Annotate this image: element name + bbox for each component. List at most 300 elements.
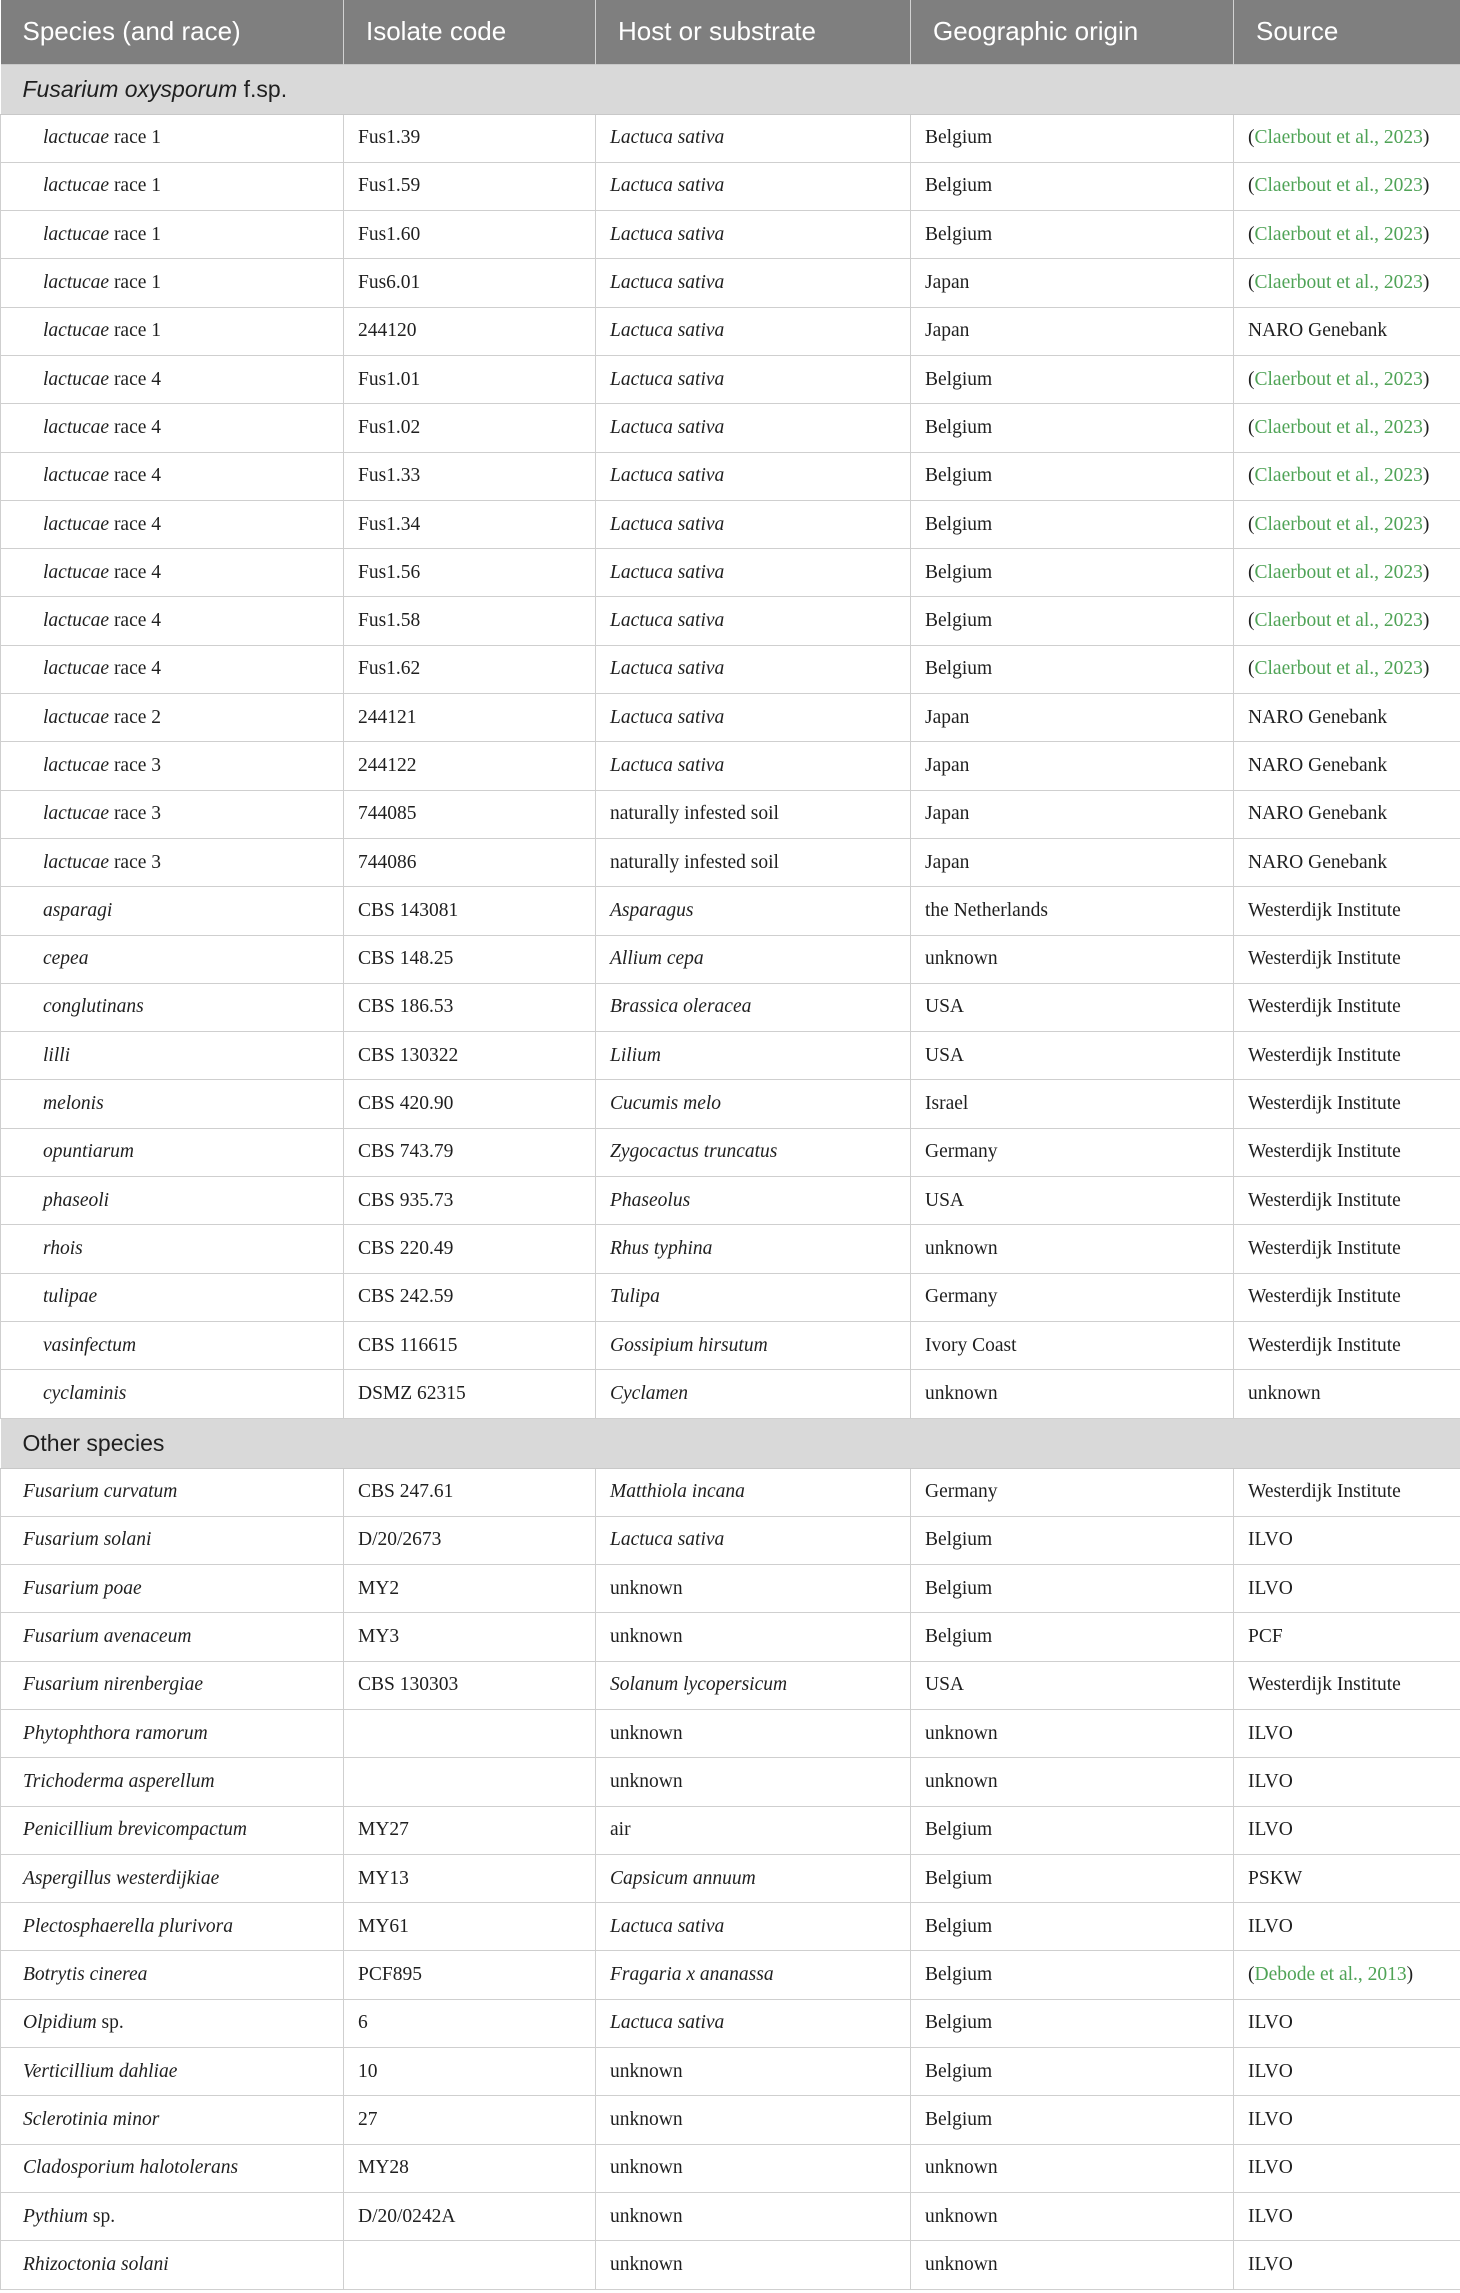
cell-origin: Japan (911, 838, 1234, 886)
cell-species (1, 790, 344, 838)
cell-host: unknown (596, 1758, 911, 1806)
cell-isolate-code: 10 (344, 2048, 596, 2096)
cell-origin: Belgium (911, 1854, 1234, 1902)
species-name: rhois (43, 1237, 83, 1259)
cell-origin: Belgium (911, 114, 1234, 162)
cell-isolate-code: Fus1.62 (344, 645, 596, 693)
table-row (1, 838, 1460, 886)
species-name: vasinfectum (43, 1334, 137, 1356)
cell-host: unknown (596, 2048, 911, 2096)
table-row (1, 500, 1460, 548)
cell-source: PSKW (1234, 1854, 1460, 1902)
cell-species (1, 211, 344, 259)
cell-origin: Israel (911, 1080, 1234, 1128)
cell-host: Lactuca sativa (596, 597, 911, 645)
species-name: Rhizoctonia solani (23, 2253, 169, 2275)
cell-isolate-code: 244120 (344, 307, 596, 355)
cell-source: PCF (1234, 1613, 1460, 1661)
citation-link[interactable]: Claerbout et al., 2023 (1254, 272, 1423, 294)
cell-source: ILVO (1234, 1516, 1460, 1564)
cell-isolate-code: CBS 130303 (344, 1661, 596, 1709)
cell-isolate-code: CBS 143081 (344, 887, 596, 935)
cell-origin: Belgium (911, 452, 1234, 500)
cell-origin: Belgium (911, 1613, 1234, 1661)
cell-origin: the Netherlands (911, 887, 1234, 935)
cell-host: air (596, 1806, 911, 1854)
cell-origin: unknown (911, 2144, 1234, 2192)
species-name: Fusarium solani (23, 1529, 152, 1551)
cell-source: ILVO (1234, 2096, 1460, 2144)
cell-source: (Claerbout et al., 2023) (1234, 645, 1460, 693)
cell-origin: unknown (911, 2241, 1234, 2289)
cell-species (1, 838, 344, 886)
cell-origin: Belgium (911, 2096, 1234, 2144)
species-qualifier: race 3 (109, 851, 162, 873)
table-row (1, 1273, 1460, 1321)
cell-isolate-code: CBS 116615 (344, 1321, 596, 1369)
header-species: Species (and race) (1, 0, 344, 64)
cell-source: (Claerbout et al., 2023) (1234, 259, 1460, 307)
table-row (1, 452, 1460, 500)
cell-host: Brassica oleracea (596, 983, 911, 1031)
cell-isolate-code: 244122 (344, 742, 596, 790)
cell-source: NARO Genebank (1234, 838, 1460, 886)
cell-host: Lactuca sativa (596, 211, 911, 259)
cell-origin: Belgium (911, 211, 1234, 259)
cell-source: ILVO (1234, 1710, 1460, 1758)
cell-species (1, 1177, 344, 1225)
table-row (1, 1854, 1460, 1902)
cell-isolate-code: 6 (344, 1999, 596, 2047)
cell-origin: unknown (911, 2192, 1234, 2240)
cell-isolate-code: Fus1.34 (344, 500, 596, 548)
cell-source: Westerdijk Institute (1234, 1321, 1460, 1369)
cell-host: Lactuca sativa (596, 259, 911, 307)
cell-origin: Belgium (911, 500, 1234, 548)
species-name: lactucae (43, 610, 110, 632)
cell-source: Westerdijk Institute (1234, 1273, 1460, 1321)
header-source: Source (1234, 0, 1460, 64)
cell-source: Westerdijk Institute (1234, 1128, 1460, 1176)
citation-link[interactable]: Claerbout et al., 2023 (1254, 465, 1423, 487)
species-name: Verticillium dahliae (23, 2060, 178, 2082)
table-row (1, 694, 1460, 742)
cell-source: (Claerbout et al., 2023) (1234, 404, 1460, 452)
cell-host: Fragaria x ananassa (596, 1951, 911, 1999)
cell-host: Asparagus (596, 887, 911, 935)
cell-isolate-code: Fus1.56 (344, 549, 596, 597)
cell-host: unknown (596, 1565, 911, 1613)
cell-origin: Germany (911, 1468, 1234, 1516)
cell-source: Westerdijk Institute (1234, 1080, 1460, 1128)
species-name: lactucae (43, 320, 110, 342)
species-name: lactucae (43, 465, 110, 487)
cell-host: Lactuca sativa (596, 162, 911, 210)
cell-source: (Claerbout et al., 2023) (1234, 211, 1460, 259)
cell-isolate-code: CBS 247.61 (344, 1468, 596, 1516)
cell-species (1, 1225, 344, 1273)
cell-species (1, 1999, 344, 2047)
species-name: Fusarium curvatum (23, 1481, 178, 1503)
group-label (1, 1418, 1460, 1468)
cell-isolate-code: CBS 220.49 (344, 1225, 596, 1273)
cell-origin: Belgium (911, 549, 1234, 597)
cell-host: unknown (596, 2192, 911, 2240)
table-row (1, 1661, 1460, 1709)
species-qualifier: race 1 (109, 175, 162, 197)
cell-species (1, 1661, 344, 1709)
table-row (1, 1758, 1460, 1806)
cell-host: Lactuca sativa (596, 1999, 911, 2047)
table-row (1, 983, 1460, 1031)
cell-species (1, 742, 344, 790)
species-name: lactucae (43, 561, 110, 583)
citation-link[interactable]: Claerbout et al., 2023 (1254, 175, 1423, 197)
cell-species (1, 2096, 344, 2144)
species-name: cepea (43, 948, 89, 970)
cell-species (1, 2048, 344, 2096)
cell-host: naturally infested soil (596, 790, 911, 838)
cell-species (1, 1565, 344, 1613)
species-name: Plectosphaerella plurivora (23, 1915, 233, 1937)
cell-isolate-code: CBS 186.53 (344, 983, 596, 1031)
table-row (1, 2192, 1460, 2240)
table-body (1, 64, 1460, 2289)
cell-origin: Belgium (911, 645, 1234, 693)
cell-origin: USA (911, 1032, 1234, 1080)
cell-species (1, 983, 344, 1031)
cell-source: (Claerbout et al., 2023) (1234, 162, 1460, 210)
table-row (1, 645, 1460, 693)
cell-species (1, 1613, 344, 1661)
table-row (1, 1516, 1460, 1564)
table-row (1, 1903, 1460, 1951)
table-row (1, 790, 1460, 838)
cell-host: Phaseolus (596, 1177, 911, 1225)
cell-origin: Belgium (911, 1951, 1234, 1999)
table-row (1, 355, 1460, 403)
group-header-row (1, 64, 1460, 114)
cell-isolate-code: Fus6.01 (344, 259, 596, 307)
cell-species (1, 404, 344, 452)
cell-source: ILVO (1234, 2048, 1460, 2096)
cell-isolate-code: PCF895 (344, 1951, 596, 1999)
cell-source: ILVO (1234, 2241, 1460, 2289)
species-name: Trichoderma asperellum (23, 1770, 215, 1792)
species-name: lactucae (43, 272, 110, 294)
cell-species (1, 1321, 344, 1369)
cell-origin: USA (911, 1177, 1234, 1225)
species-qualifier: sp. (96, 2012, 124, 2034)
species-qualifier: race 4 (109, 416, 162, 438)
cell-host: Lactuca sativa (596, 549, 911, 597)
citation-link[interactable]: Claerbout et al., 2023 (1254, 658, 1423, 680)
table-row (1, 114, 1460, 162)
cell-host: Gossipium hirsutum (596, 1321, 911, 1369)
cell-host: unknown (596, 1613, 911, 1661)
cell-species (1, 694, 344, 742)
cell-species (1, 597, 344, 645)
cell-source: Westerdijk Institute (1234, 887, 1460, 935)
cell-isolate-code: 244121 (344, 694, 596, 742)
cell-host: Lactuca sativa (596, 404, 911, 452)
table-row (1, 1468, 1460, 1516)
cell-species (1, 2144, 344, 2192)
citation-link[interactable]: Claerbout et al., 2023 (1254, 368, 1423, 390)
cell-source: Westerdijk Institute (1234, 1468, 1460, 1516)
table-row (1, 1032, 1460, 1080)
citation-link[interactable]: Claerbout et al., 2023 (1254, 610, 1423, 632)
table-row (1, 259, 1460, 307)
cell-origin: unknown (911, 1758, 1234, 1806)
species-name: Botrytis cinerea (23, 1964, 148, 1986)
cell-species (1, 114, 344, 162)
species-name: lilli (43, 1044, 71, 1066)
cell-origin: Ivory Coast (911, 1321, 1234, 1369)
table-row (1, 2241, 1460, 2289)
cell-source: ILVO (1234, 1903, 1460, 1951)
cell-origin: Japan (911, 790, 1234, 838)
cell-source: NARO Genebank (1234, 742, 1460, 790)
cell-species (1, 1758, 344, 1806)
cell-host: Lactuca sativa (596, 114, 911, 162)
cell-species (1, 259, 344, 307)
species-name: Penicillium brevicompactum (23, 1819, 248, 1841)
cell-isolate-code: MY3 (344, 1613, 596, 1661)
cell-host: unknown (596, 2241, 911, 2289)
table-row (1, 1565, 1460, 1613)
species-name: phaseoli (43, 1189, 110, 1211)
cell-isolate-code: D/20/2673 (344, 1516, 596, 1564)
cell-species (1, 935, 344, 983)
cell-host: Lactuca sativa (596, 645, 911, 693)
cell-host: Lactuca sativa (596, 694, 911, 742)
cell-species (1, 2192, 344, 2240)
cell-species (1, 1951, 344, 1999)
cell-isolate-code: Fus1.01 (344, 355, 596, 403)
species-name: Aspergillus westerdijkiae (23, 1867, 220, 1889)
citation-link[interactable]: Claerbout et al., 2023 (1254, 416, 1423, 438)
cell-origin: Belgium (911, 1999, 1234, 2047)
cell-source: (Claerbout et al., 2023) (1234, 549, 1460, 597)
species-qualifier: race 4 (109, 561, 162, 583)
species-name: lactucae (43, 223, 110, 245)
cell-species (1, 2241, 344, 2289)
cell-isolate-code (344, 1710, 596, 1758)
cell-source: Westerdijk Institute (1234, 1032, 1460, 1080)
species-qualifier: race 1 (109, 272, 162, 294)
table-row (1, 162, 1460, 210)
cell-host: Zygocactus truncatus (596, 1128, 911, 1176)
table-row (1, 1951, 1460, 1999)
cell-host: Lactuca sativa (596, 355, 911, 403)
cell-host: Lactuca sativa (596, 307, 911, 355)
cell-species (1, 1468, 344, 1516)
table-row (1, 742, 1460, 790)
species-name: lactucae (43, 127, 110, 149)
cell-isolate-code: CBS 242.59 (344, 1273, 596, 1321)
cell-species (1, 1806, 344, 1854)
cell-isolate-code: Fus1.02 (344, 404, 596, 452)
cell-species (1, 1370, 344, 1418)
cell-source: ILVO (1234, 1999, 1460, 2047)
cell-host: Lactuca sativa (596, 500, 911, 548)
cell-source: ILVO (1234, 1565, 1460, 1613)
cell-origin: USA (911, 1661, 1234, 1709)
cell-host: Capsicum annuum (596, 1854, 911, 1902)
cell-origin: Germany (911, 1128, 1234, 1176)
cell-isolate-code: MY2 (344, 1565, 596, 1613)
table-row (1, 935, 1460, 983)
species-qualifier: race 4 (109, 368, 162, 390)
cell-source: ILVO (1234, 1806, 1460, 1854)
cell-isolate-code: Fus1.58 (344, 597, 596, 645)
species-name: Fusarium poae (23, 1577, 142, 1599)
cell-origin: Belgium (911, 404, 1234, 452)
cell-origin: Japan (911, 694, 1234, 742)
cell-host: Tulipa (596, 1273, 911, 1321)
cell-source: (Claerbout et al., 2023) (1234, 114, 1460, 162)
species-name: Olpidium (23, 2012, 97, 2034)
cell-origin: Belgium (911, 355, 1234, 403)
cell-origin: Belgium (911, 1806, 1234, 1854)
citation-link[interactable]: Claerbout et al., 2023 (1254, 513, 1423, 535)
table-row (1, 1177, 1460, 1225)
cell-source: NARO Genebank (1234, 694, 1460, 742)
citation-link[interactable]: Claerbout et al., 2023 (1254, 127, 1423, 149)
cell-isolate-code: D/20/0242A (344, 2192, 596, 2240)
cell-host: Cyclamen (596, 1370, 911, 1418)
species-name: lactucae (43, 706, 110, 728)
cell-isolate-code: 744086 (344, 838, 596, 886)
cell-species (1, 1080, 344, 1128)
cell-isolate-code: MY27 (344, 1806, 596, 1854)
species-name: Fusarium nirenbergiae (23, 1674, 203, 1696)
cell-origin: Belgium (911, 1903, 1234, 1951)
species-name: lactucae (43, 803, 110, 825)
species-name: Fusarium avenaceum (23, 1626, 192, 1648)
cell-species (1, 1903, 344, 1951)
cell-host: unknown (596, 2144, 911, 2192)
species-name: Pythium (23, 2205, 88, 2227)
cell-isolate-code: CBS 130322 (344, 1032, 596, 1080)
cell-host: Cucumis melo (596, 1080, 911, 1128)
species-name: conglutinans (43, 996, 144, 1018)
cell-host: Lactuca sativa (596, 742, 911, 790)
species-qualifier: race 3 (109, 803, 162, 825)
cell-origin: Belgium (911, 1516, 1234, 1564)
species-name: Cladosporium halotolerans (23, 2157, 239, 2179)
cell-species (1, 1032, 344, 1080)
cell-origin: Belgium (911, 597, 1234, 645)
species-qualifier: race 4 (109, 610, 162, 632)
species-name: lactucae (43, 175, 110, 197)
cell-isolate-code: 744085 (344, 790, 596, 838)
species-name: lactucae (43, 851, 110, 873)
species-qualifier: race 4 (109, 513, 162, 535)
citation-link[interactable]: Debode et al., 2013 (1254, 1964, 1407, 1986)
species-name: asparagi (43, 899, 113, 921)
group-label (1, 64, 1460, 114)
cell-host: Allium cepa (596, 935, 911, 983)
cell-origin: unknown (911, 935, 1234, 983)
table-row (1, 1321, 1460, 1369)
cell-host: Lactuca sativa (596, 1516, 911, 1564)
cell-origin: unknown (911, 1225, 1234, 1273)
table-row (1, 1225, 1460, 1273)
cell-source: (Claerbout et al., 2023) (1234, 452, 1460, 500)
cell-origin: Belgium (911, 162, 1234, 210)
cell-species (1, 1516, 344, 1564)
cell-origin: Germany (911, 1273, 1234, 1321)
cell-origin: USA (911, 983, 1234, 1031)
cell-origin: Japan (911, 307, 1234, 355)
species-name: lactucae (43, 658, 110, 680)
cell-isolate-code: Fus1.60 (344, 211, 596, 259)
cell-species (1, 162, 344, 210)
group-label-text: Other species (22, 1429, 165, 1456)
table-row (1, 307, 1460, 355)
group-label-italic: Fusarium oxysporum (22, 75, 238, 102)
cell-source: (Debode et al., 2013) (1234, 1951, 1460, 1999)
cell-source: Westerdijk Institute (1234, 1661, 1460, 1709)
cell-origin: Belgium (911, 1565, 1234, 1613)
header-isolate-code: Isolate code (344, 0, 596, 64)
table-row (1, 597, 1460, 645)
cell-origin: Japan (911, 259, 1234, 307)
table-row (1, 1999, 1460, 2047)
cell-isolate-code: MY28 (344, 2144, 596, 2192)
cell-source: NARO Genebank (1234, 790, 1460, 838)
cell-origin: Belgium (911, 2048, 1234, 2096)
cell-isolate-code: MY13 (344, 1854, 596, 1902)
table-row (1, 1613, 1460, 1661)
cell-source: (Claerbout et al., 2023) (1234, 500, 1460, 548)
header-host: Host or substrate (596, 0, 911, 64)
cell-isolate-code: Fus1.59 (344, 162, 596, 210)
table-row (1, 887, 1460, 935)
group-label-text: f.sp. (237, 75, 288, 102)
species-qualifier: race 1 (109, 127, 162, 149)
cell-host: Lactuca sativa (596, 1903, 911, 1951)
cell-species (1, 549, 344, 597)
cell-isolate-code (344, 1758, 596, 1806)
cell-species (1, 1854, 344, 1902)
cell-isolate-code: CBS 935.73 (344, 1177, 596, 1225)
cell-species (1, 452, 344, 500)
cell-source: Westerdijk Institute (1234, 1225, 1460, 1273)
cell-host: Lilium (596, 1032, 911, 1080)
cell-source: ILVO (1234, 2192, 1460, 2240)
species-qualifier: race 1 (109, 320, 162, 342)
group-header-row (1, 1418, 1460, 1468)
citation-link[interactable]: Claerbout et al., 2023 (1254, 561, 1423, 583)
citation-link[interactable]: Claerbout et al., 2023 (1254, 223, 1423, 245)
cell-isolate-code: MY61 (344, 1903, 596, 1951)
species-qualifier: race 2 (109, 706, 162, 728)
species-name: lactucae (43, 513, 110, 535)
cell-species (1, 500, 344, 548)
table-row (1, 549, 1460, 597)
cell-isolate-code: Fus1.33 (344, 452, 596, 500)
cell-isolate-code: Fus1.39 (344, 114, 596, 162)
cell-isolate-code: DSMZ 62315 (344, 1370, 596, 1418)
cell-species (1, 645, 344, 693)
cell-species (1, 355, 344, 403)
cell-host: Matthiola incana (596, 1468, 911, 1516)
cell-host: unknown (596, 1710, 911, 1758)
table-row (1, 1806, 1460, 1854)
